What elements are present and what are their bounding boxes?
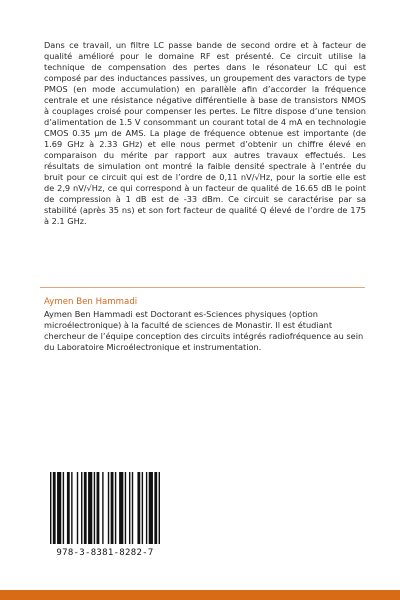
- barcode-bar: [71, 472, 72, 544]
- barcode-bar: [50, 472, 51, 544]
- barcode-bar: [94, 472, 95, 544]
- section-divider: [40, 287, 365, 288]
- barcode-bar: [137, 472, 140, 544]
- barcode-image: [50, 472, 160, 544]
- barcode-bar: [108, 472, 109, 544]
- barcode-bar: [88, 472, 92, 544]
- barcode-bar: [63, 472, 64, 544]
- abstract-text: Dans ce travail, un filtre LC passe bande de second ordre et à facteur de qualité amélioré pour le domaine RF est présenté. Ce circuit utilise la technique de compensation des pertes dans le résonateur LC qui est composé par des inductances passives, un groupement des varactors de type PMOS (en mode accumulation) en parallèle afin d’accorder la fréquence centrale et une résistance négative différentielle à base de transistors NMOS à couplages croisé pour compenser les pertes. Le filtre dispose d’une tension d’alimentation de 1.5 V consommant un courant total de 4 mA en technologie CMOS 0.35 µm de AMS. La plage de fréquence obtenue est importante (de 1.69 GHz à 2.33 GHz) et elle nous permet d’obtenir un chiffre élevé en comparaison du mérite par rapport aux autres travaux effectués. Les résultats de simulation ont montré la faible densité spectrale à l’entrée du bruit pour ce circuit qui est de l’ordre de 0,11 nV/√Hz, pour la sortie elle est de 2,9 nV/√Hz, ce qui correspond à un facteur de qualité de 16.65 dB le point de compression à 1 dB est de -33 dBm. Ce circuit se caractérise par sa stabilité (après 35 ns) et son fort facteur de qualité Q élevé de l’ordre de 175 à 2.1 GHz.: [44, 40, 366, 226]
- barcode-bar: [159, 472, 160, 544]
- barcode-bar: [125, 472, 126, 544]
- isbn-number: 978-3-8381-8282-7: [56, 548, 154, 558]
- barcode-bar: [154, 472, 157, 544]
- barcode-area: [40, 466, 170, 570]
- barcode-bar: [146, 472, 147, 544]
- barcode-bar: [115, 472, 116, 544]
- barcode-bar: [129, 472, 130, 544]
- barcode-bar: [53, 472, 56, 544]
- footer-band: [0, 590, 400, 600]
- barcode-bar: [67, 472, 70, 544]
- author-name: Aymen Ben Hammadi: [44, 297, 138, 307]
- barcode-bar: [132, 472, 133, 544]
- barcode-bar: [102, 472, 103, 544]
- barcode-bar: [57, 472, 61, 544]
- author-bio: Aymen Ben Hammadi est Doctorant es-Sciences physiques (option microélectronique) à la faculté de sciences de Monastir. Il est étudiant chercheur de l’équipe conception des circuits intégrés radiofréquence au sein du Laboratoire Microélectronique et instrumentation.: [44, 309, 364, 352]
- barcode-bar: [97, 472, 100, 544]
- barcode-bar: [142, 472, 143, 544]
- barcode-bar: [149, 472, 153, 544]
- barcode-bar: [84, 472, 87, 544]
- barcode-bar: [77, 472, 78, 544]
- barcode-bar: [111, 472, 114, 544]
- barcode-bar: [119, 472, 123, 544]
- barcode-bar: [81, 472, 82, 544]
